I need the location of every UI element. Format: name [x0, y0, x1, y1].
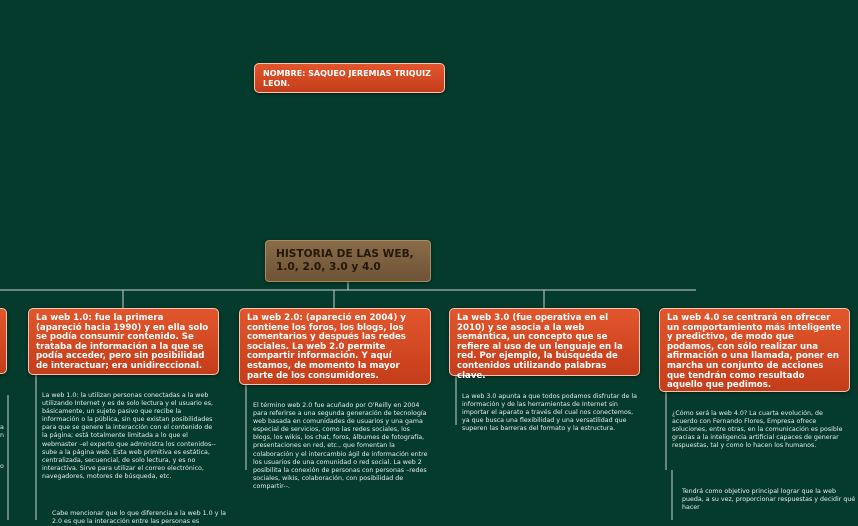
branch-web-3-note: La web 3.0 apunta a que todos podamos disfrutar de la información y de las herramientas de Internet sin importar el aparato a través del cual nos conectemos, ya que busca una flexibilidad y una versatilidad que superen las barreras del formato y la estructura. [462, 393, 637, 433]
branch-web-1-note-2: Cabe mencionar que lo que diferencia a la web 1.0 y la 2.0 es que la interacción entre las personas es [52, 510, 227, 526]
branch-web-1-note: La web 1.0: la utilizan personas conectadas a la web utilizando Internet y es de solo lectura y el usuario es, básicamente, un sujeto pasivo que recibe la información o la pública, sin que existan posibilidades para que se genere la interacción con el contenido de la página; está totalmente limitada a lo que el webmaster –el experto que administra los contenidos-- sube a la página web. Esta web primitiva es estática, centralizada, secuencial, de solo lectura, y es no interactiva. Sirve para utilizar el correo electrónico, navegadores, motores de búsqueda, etc. [42, 392, 216, 480]
branch-web-4-note-2: Tendrá como objetivo principal lograr que la web pueda, a su vez, proporcionar respuestas y decidir qué hacer [682, 488, 856, 512]
branch-web-2-note: El término web 2.0 fue acuñado por O'Reilly en 2004 para referirse a una segunda generación de tecnología web basada en comunidades de usuarios y una gama especial de servicios, como las redes sociales, los blogs, los wikis, los chat, foros, álbumes de fotografía, presentaciones en red, etc., que fomentan la colaboración y el intercambio ágil de información entre los usuarios de una comunidad o red social. La web 2 posibilita la conexión de personas con personas –redes sociales, wikis, colaboración, con posibilidad de compartir--. [253, 402, 428, 490]
root-topic-node[interactable]: HISTORIA DE LAS WEB, 1.0, 2.0, 3.0 y 4.0 [265, 240, 431, 282]
left-partial-fragment-1: a [0, 424, 4, 431]
name-node[interactable]: NOMBRE: SAQUEO JEREMIAS TRIQUIZ LEON. [254, 63, 445, 93]
branch-web-2-node[interactable]: La web 2.0: (apareció en 2004) y contiene los foros, los blogs, los comentarios y después las redes sociales. La web 2.0 permite compartir información. Y aquí estamos, de momento la mayor parte de los consumidores. [239, 308, 431, 385]
left-partial-fragment-3: o [0, 463, 4, 470]
branch-web-1-node[interactable]: La web 1.0: fue la primera (apareció hacia 1990) y en ella solo se podía consumir contenido. Se trataba de información a la que se podía acceder, pero sin posibilidad de interactuar; era unidireccional. [28, 308, 219, 375]
left-partial-fragment-2: n [0, 432, 4, 439]
branch-web-3-node[interactable]: La web 3.0 (fue operativa en el 2010) y se asocia a la web semántica, un concepto que se refiere al uso de un lenguaje en la red. Por ejemplo, la búsqueda de contenidos utilizando palabras clave. [449, 308, 640, 376]
left-partial-node[interactable] [0, 308, 7, 374]
branch-web-4-node[interactable]: La web 4.0 se centrará en ofrecer un comportamiento más inteligente y predictivo, de modo que podamos, con sólo realizar una afirmación o una llamada, poner en marcha un conjunto de acciones que tendrán como resultado aquello que pedimos. [659, 308, 850, 392]
branch-web-4-note: ¿Cómo será la web 4.0? La cuarta evolución, de acuerdo con Fernando Flores, Empresa ofrece soluciones, entre otras, en la comunicación es posible gracias a la inteligencia artificial capaces de generar respuestas, tal y como lo hacen los humanos. [672, 410, 843, 450]
